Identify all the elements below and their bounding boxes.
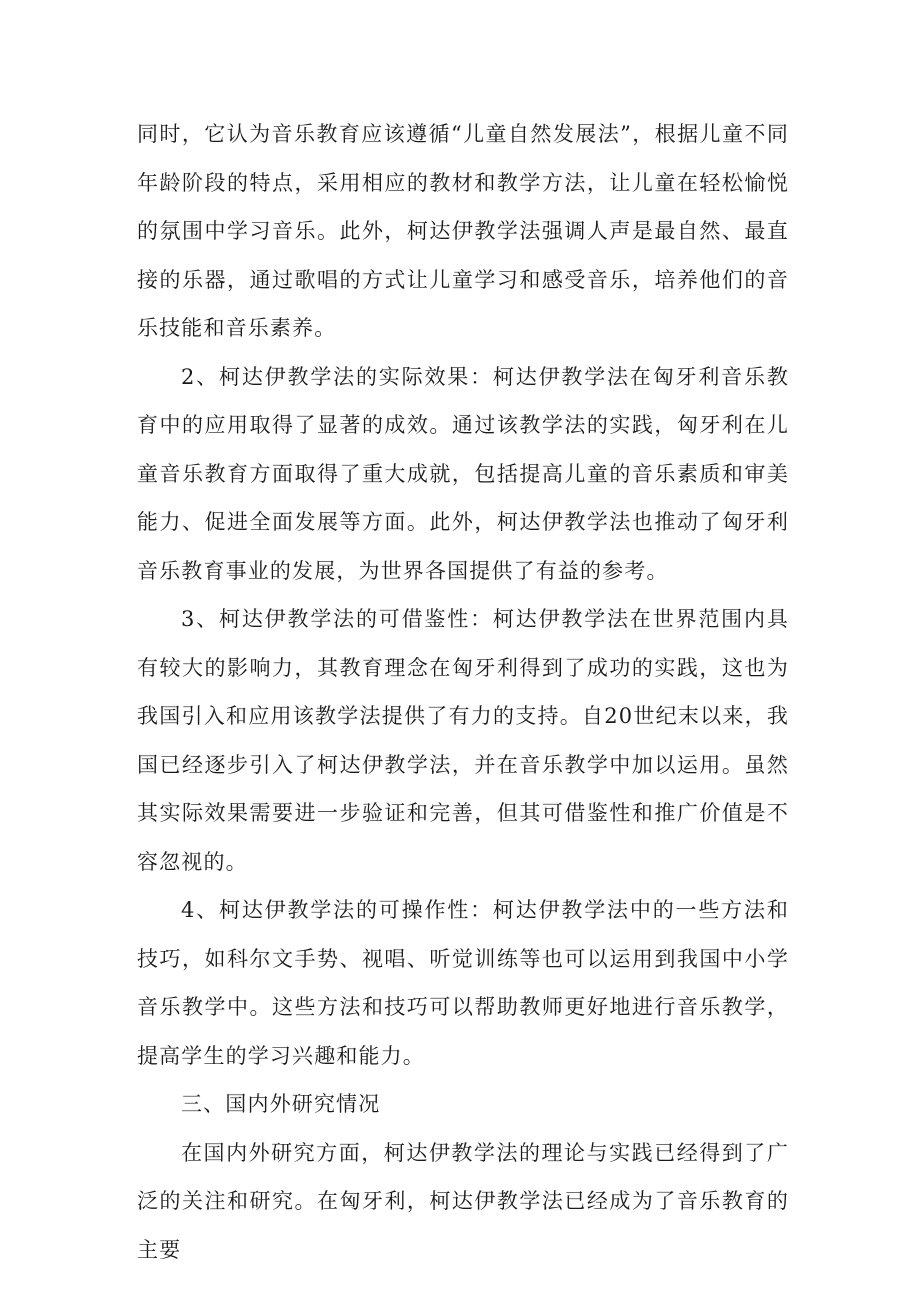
paragraph-continuation: 同时，它认为音乐教育应该遵循“儿童自然发展法”，根据儿童不同年龄阶段的特点，采用相应的教材和教学方法，让儿童在轻松愉悦的氛围中学习音乐。此外，柯达伊教学法强调人声是最自然、最直接的乐器，通过歌唱的方式让儿童学习和感受音乐，培养他们的音乐技能和音乐素养。 [137,122,789,340]
section-heading: 三、国内外研究情况 [181,1092,381,1116]
paragraph-research: 在国内外研究方面，柯达伊教学法的理论与实践已经得到了广泛的关注和研究。在匈牙利，柯达伊教学法已经成为了音乐教育的主要 [137,1140,789,1262]
paragraph-item-2: 2、柯达伊教学法的实际效果：柯达伊教学法在匈牙利音乐教育中的应用取得了显著的成效。通过该教学法的实践，匈牙利在儿童音乐教育方面取得了重大成就，包括提高儿童的音乐素质和审美能力、促进全面发展等方面。此外，柯达伊教学法也推动了匈牙利音乐教育事业的发展，为世界各国提供了有益的参考。 [137,364,789,583]
paragraph-item-4: 4、柯达伊教学法的可操作性：柯达伊教学法中的一些方法和技巧，如科尔文手势、视唱、听觉训练等也可以运用到我国中小学音乐教学中。这些方法和技巧可以帮助教师更好地进行音乐教学，提高学生的学习兴趣和能力。 [137,898,789,1068]
paragraph-item-3: 3、柯达伊教学法的可借鉴性：柯达伊教学法在世界范围内具有较大的影响力，其教育理念在匈牙利得到了成功的实践，这也为我国引入和应用该教学法提供了有力的支持。自20世纪末以来，我国已经逐步引入了柯达伊教学法，并在音乐教学中加以运用。虽然其实际效果需要进一步验证和完善，但其可借鉴性和推广价值是不容忽视的。 [137,607,789,874]
document-body [137,110,789,1274]
